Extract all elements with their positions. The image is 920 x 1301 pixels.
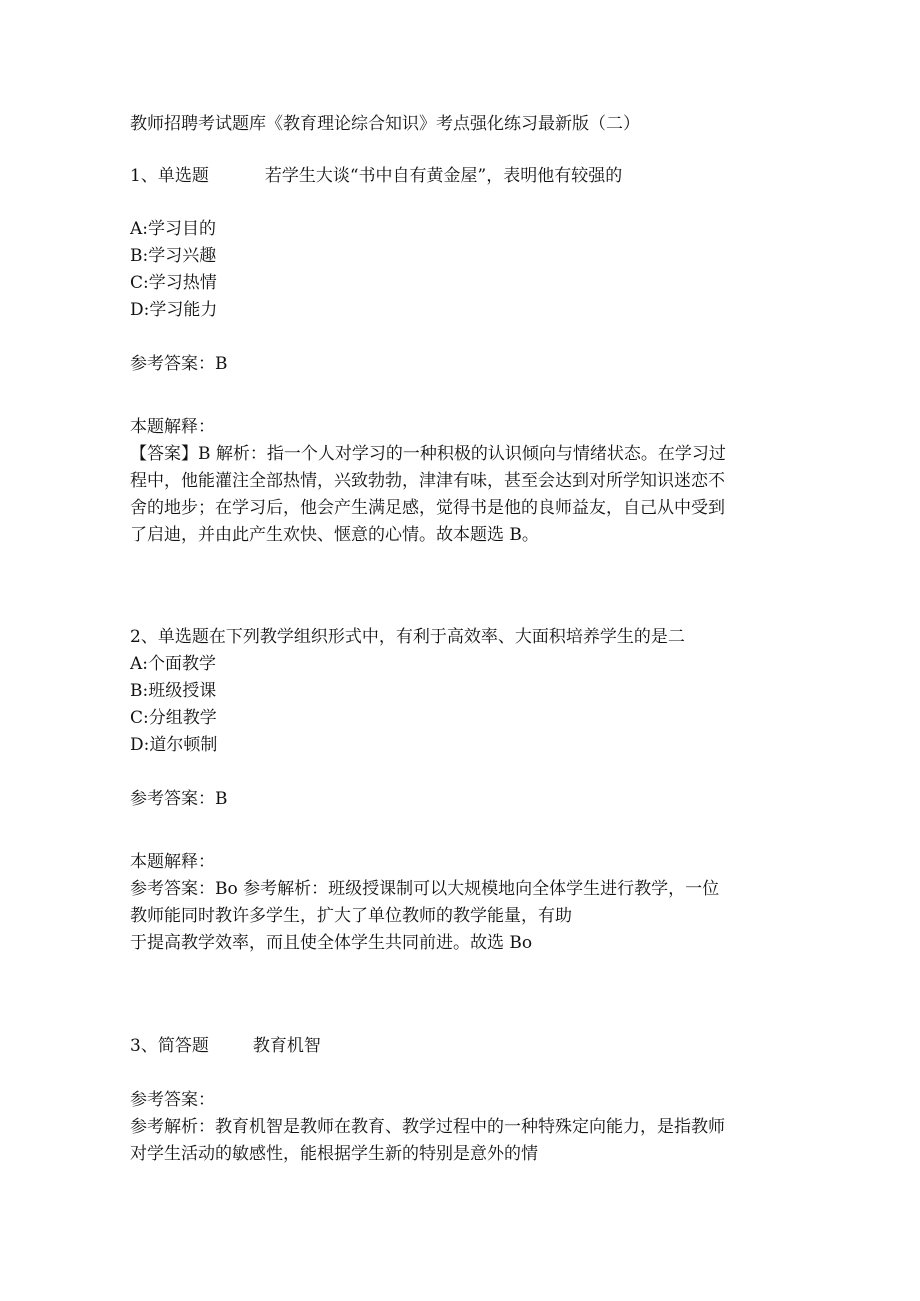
explain-line: 对学生活动的敏感性，能根据学生新的特别是意外的情 xyxy=(130,1144,538,1164)
explain-line: 了启迪，并由此产生欢快、惬意的心情。故本题选 B。 xyxy=(130,525,539,545)
option-c: C:分组教学 xyxy=(130,708,217,728)
document-title: 教师招聘考试题库《教育理论综合知识》考点强化练习最新版（二） xyxy=(130,114,640,134)
question-1-type: 1、单选题 xyxy=(130,166,209,186)
question-1-answer: 参考答案：B xyxy=(130,354,228,374)
question-2-answer: 参考答案：B xyxy=(130,789,228,809)
document-page xyxy=(130,111,790,1168)
question-2-explain-title: 本题解释： xyxy=(130,852,215,872)
explain-line: 教师能同时教许多学生，扩大了单位教师的教学能量，有助 xyxy=(130,906,572,926)
option-d: D:学习能力 xyxy=(130,300,218,320)
explain-line: 于提高教学效率，而且使全体学生共同前进。故选 Bo xyxy=(130,933,533,953)
question-3 xyxy=(130,1033,790,1168)
option-a: A:学习目的 xyxy=(130,219,217,239)
question-2-options xyxy=(130,651,790,759)
question-1-text: 若学生大谈“书中自有黄金屋”，表明他有较强的 xyxy=(264,166,623,186)
question-3-header xyxy=(130,1033,790,1060)
question-1-options xyxy=(130,216,790,324)
question-1 xyxy=(130,163,790,549)
option-c: C:学习热情 xyxy=(130,273,217,293)
question-3-text: 教育机智 xyxy=(252,1036,321,1056)
explain-line: 参考解析：教育机智是教师在教育、教学过程中的一种特殊定向能力，是指教师 xyxy=(130,1117,725,1137)
option-b: B:学习兴趣 xyxy=(130,246,217,266)
question-3-type: 3、简答题 xyxy=(130,1036,209,1056)
explain-line: 参考答案：Bo 参考解析：班级授课制可以大规模地向全体学生进行教学，一位 xyxy=(130,879,720,899)
option-b: B:班级授课 xyxy=(130,681,217,701)
question-2-header xyxy=(130,624,790,651)
question-2-explanation xyxy=(130,876,790,957)
question-1-explanation xyxy=(130,441,790,549)
explain-line: 程中，他能灌注全部热情，兴致勃勃，津津有味，甚至会达到对所学知识迷恋不 xyxy=(130,471,725,491)
option-d: D:道尔顿制 xyxy=(130,735,218,755)
question-2-text: 在下列教学组织形式中，有利于高效率、大面积培养学生的是二 xyxy=(208,627,685,647)
question-2-type: 2、单选题 xyxy=(130,627,209,647)
explain-line: 舍的地步；在学习后，他会产生满足感，觉得书是他的良师益友，自己从中受到 xyxy=(130,498,725,518)
question-1-explain-title: 本题解释： xyxy=(130,417,215,437)
explain-line: 【答案】B 解析：指一个人对学习的一种积极的认识倾向与情绪状态。在学习过 xyxy=(130,444,726,464)
question-2 xyxy=(130,624,790,957)
question-3-answer: 参考答案： xyxy=(130,1090,215,1110)
question-1-header xyxy=(130,163,790,190)
option-a: A:个面教学 xyxy=(130,654,217,674)
question-3-explanation xyxy=(130,1114,790,1168)
